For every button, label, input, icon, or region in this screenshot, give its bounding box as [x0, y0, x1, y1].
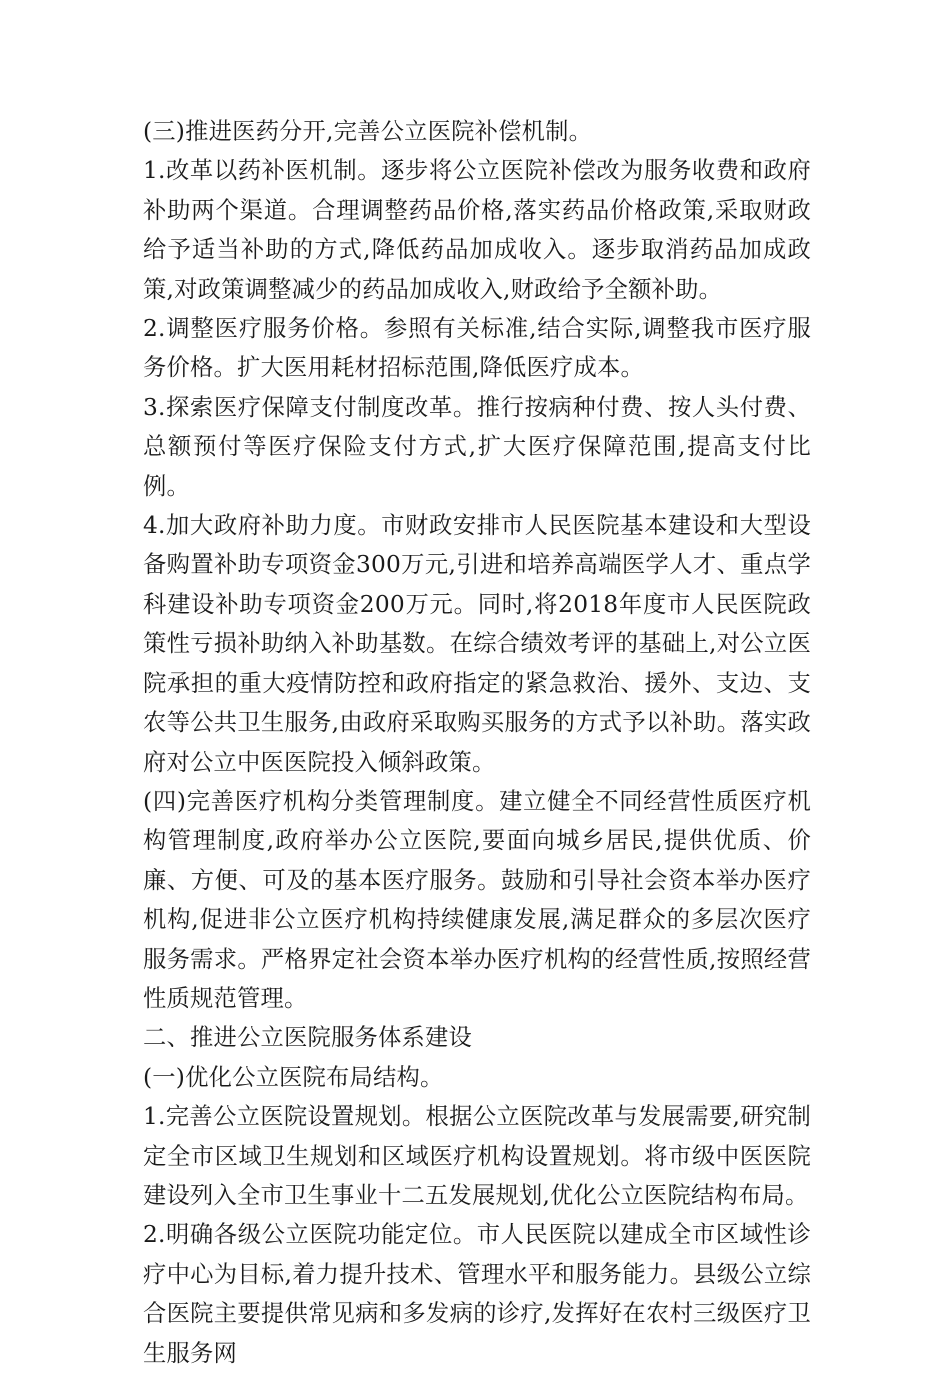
paragraph-government-subsidy: 4.加大政府补助力度。市财政安排市人民医院基本建设和大型设备购置补助专项资金300万元,引进和培养高端医学人才、重点学科建设补助专项资金200万元。同时,将2018年度市人民医院政策性亏损补助纳入补助基数。在综合绩效考评的基础上,对公立医院承担的重大疫情防控和政府指定的紧急救治、援外、支边、支农等公共卫生服务,由政府采取购买服务的方式予以补助。落实政府对公立中医医院投入倾斜政策。	[143, 512, 811, 776]
paragraph-drug-reform: 1.改革以药补医机制。逐步将公立医院补偿改为服务收费和政府补助两个渠道。合理调整药品价格,落实药品价格政策,采取财政给予适当补助的方式,降低药品加成收入。逐步取消药品加成政策,对政策调整减少的药品加成收入,财政给予全额补助。	[143, 157, 811, 303]
section-heading-3: (三)推进医药分开,完善公立医院补偿机制。	[143, 118, 593, 145]
paragraph-payment-reform: 3.探索医疗保障支付制度改革。推行按病种付费、按人头付费、总额预付等医疗保险支付方式,扩大医疗保障范围,提高支付比例。	[143, 393, 811, 500]
section-heading-4: (四)完善医疗机构分类管理制度。建立健全不同经营性质医疗机构管理制度,政府举办公立医院,要面向城乡居民,提供优质、价廉、方便、可及的基本医疗服务。鼓励和引导社会资本举办医疗机构,促进非公立医疗机构持续健康发展,满足群众的多层次医疗服务需求。严格界定社会资本举办医疗机构的经营性质,按照经营性质规范管理。	[143, 787, 811, 1012]
paragraph-planning: 1.完善公立医院设置规划。根据公立医院改革与发展需要,研究制定全市区域卫生规划和区域医疗机构设置规划。将市级中医医院建设列入全市卫生事业十二五发展规划,优化公立医院结构布局。	[143, 1103, 811, 1209]
paragraph-function-positioning: 2.明确各级公立医院功能定位。市人民医院以建成全市区域性诊疗中心为目标,着力提升技术、管理水平和服务能力。县级公立综合医院主要提供常见病和多发病的诊疗,发挥好在农村三级医疗卫生服务网	[143, 1221, 811, 1367]
section-heading-1: (一)优化公立医院布局结构。	[143, 1063, 444, 1091]
paragraph-price-adjustment: 2.调整医疗服务价格。参照有关标准,结合实际,调整我市医疗服务价格。扩大医用耗材招标范围,降低医疗成本。	[143, 315, 811, 382]
document-body	[143, 112, 811, 1373]
chapter-heading-2: 二、推进公立医院服务体系建设	[143, 1024, 472, 1052]
